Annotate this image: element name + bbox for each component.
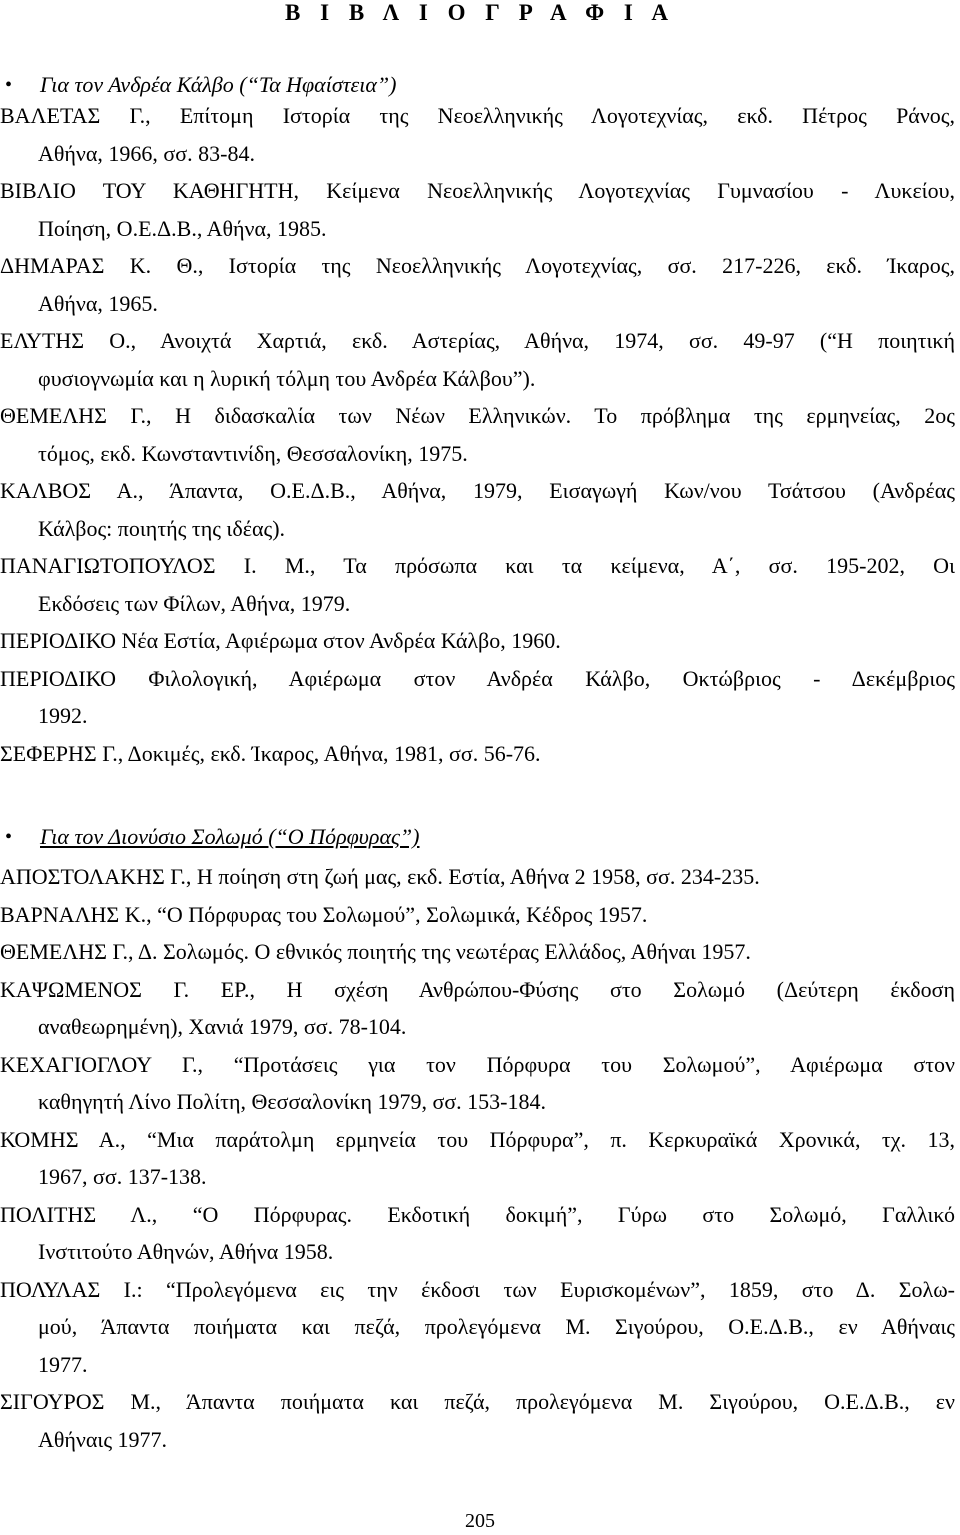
- entry-line: ΒΑΡΝΑΛΗΣ Κ., “Ο Πόρφυρας του Σολωμού”, Σολωμικά, Κέδρος 1957.: [0, 901, 648, 927]
- entry-line: Ινστιτούτο Αθηνών, Αθήνα 1958.: [38, 1239, 334, 1264]
- entry-line: ΔΗΜΑΡΑΣ Κ. Θ., Ιστορία της Νεοελληνικής Λογοτεχνίας, σσ. 217-226, εκδ. Ίκαρος,: [0, 253, 955, 278]
- bibliography-entry: [0, 971, 955, 1046]
- entry-line: Αθήναις 1977.: [38, 1426, 168, 1452]
- page-title: Β Ι Β Λ Ι Ο Γ Ρ Α Φ Ι Α: [285, 0, 675, 25]
- bibliography-entry: [0, 547, 955, 622]
- entry-line: Αθήνα, 1966, σσ. 83-84.: [38, 140, 255, 166]
- bibliography-entry: [0, 1121, 955, 1196]
- bibliography-entry: [0, 858, 955, 896]
- entry-line: ΒΙΒΛΙΟ ΤΟΥ ΚΑΘΗΓΗΤΗ, Κείμενα Νεοελληνικής Λογοτεχνίας Γυμνασίου - Λυκείου,: [0, 178, 955, 203]
- entry-line: φυσιογνωμία και η λυρική τόλμη του Ανδρέα Κάλβου”).: [38, 365, 536, 391]
- entry-line: Εκδόσεις των Φίλων, Αθήνα, 1979.: [38, 590, 351, 616]
- entry-line: τόμος, εκδ. Κωνσταντινίδη, Θεσσαλονίκη, 1975.: [38, 440, 468, 466]
- bibliography-entry: [0, 896, 955, 934]
- entry-line: ΠΕΡΙΟΔΙΚΟ Νέα Εστία, Αφιέρωμα στον Ανδρέα Κάλβο, 1960.: [0, 628, 561, 653]
- entry-line: ΠΟΛΙΤΗΣ Λ., “Ο Πόρφυρας. Εκδοτική δοκιμή”, Γύρω στο Σολωμό, Γαλλικό: [0, 1201, 955, 1227]
- bibliography-entry: [0, 660, 955, 735]
- entry-line: ΕΛΥΤΗΣ Ο., Ανοιχτά Χαρτιά, εκδ. Αστερίας, Αθήνα, 1974, σσ. 49-97 (“Η ποιητική: [0, 328, 955, 353]
- entry-line: ΘΕΜΕΛΗΣ Γ., Η διδασκαλία των Νέων Ελληνικών. Το πρόβλημα της ερμηνείας, 2ος: [0, 403, 955, 428]
- entry-line: ΚΑΛΒΟΣ Α., Άπαντα, Ο.Ε.Δ.Β., Αθήνα, 1979, Εισαγωγή Κων/νου Τσάτσου (Ανδρέας: [0, 478, 955, 503]
- entry-line: 1977.: [38, 1351, 88, 1377]
- entry-line: αναθεωρημένη), Χανιά 1979, σσ. 78-104.: [38, 1014, 407, 1039]
- bibliography-entry: [0, 97, 955, 172]
- bibliography-entry: [0, 622, 955, 660]
- bibliography-entry: [0, 472, 955, 547]
- entry-line: Κάλβος: ποιητής της ιδέας).: [38, 515, 286, 541]
- bullet-icon: •: [5, 826, 13, 848]
- entry-line: ΣΙΓΟΥΡΟΣ Μ., Άπαντα ποιήματα και πεζά, προλεγόμενα Μ. Σιγούρου, Ο.Ε.Δ.Β., εν: [0, 1389, 955, 1414]
- bibliography-entry: [0, 322, 955, 397]
- bibliography-entry: [0, 1271, 955, 1384]
- entry-line: ΠΕΡΙΟΔΙΚΟ Φιλολογική, Αφιέρωμα στον Ανδρέα Κάλβο, Οκτώβριος - Δεκέμβριος: [0, 665, 955, 691]
- bibliography-entry: [0, 735, 955, 773]
- bibliography-entry: [0, 933, 955, 971]
- bibliography-entry: [0, 172, 955, 247]
- entry-line: ΣΕΦΕΡΗΣ Γ., Δοκιμές, εκδ. Ίκαρος, Αθήνα, 1981, σσ. 56-76.: [0, 740, 541, 766]
- entry-line: ΚΕΧΑΓΙΟΓΛΟΥ Γ., “Προτάσεις για τον Πόρφυρα του Σολωμού”, Αφιέρωμα στον: [0, 1051, 955, 1077]
- entry-line: 1967, σσ. 137-138.: [38, 1164, 207, 1189]
- entry-line: Αθήνα, 1965.: [38, 290, 158, 316]
- entry-line: ΠΑΝΑΓΙΩΤΟΠΟΥΛΟΣ Ι. Μ., Τα πρόσωπα και τα κείμενα, Α΄, σσ. 195-202, Οι: [0, 553, 955, 578]
- bibliography-entry: [0, 1383, 955, 1458]
- entry-line: ΠΟΛΥΛΑΣ Ι.: “Προλεγόμενα εις την έκδοσι των Ευρισκομένων”, 1859, στο Δ. Σολω-: [0, 1276, 955, 1302]
- entry-line: Ποίηση, Ο.Ε.Δ.Β., Αθήνα, 1985.: [38, 215, 327, 241]
- bibliography-entry: [0, 247, 955, 322]
- section-heading-text: Για τον Διονύσιο Σολωμό (“Ο Πόρφυρας”): [40, 824, 420, 849]
- section-heading-text: Για τον Ανδρέα Κάλβο (“Τα Ηφαίστεια”): [40, 72, 397, 97]
- entry-line: μού, Άπαντα ποιήματα και πεζά, προλεγόμενα Μ. Σιγούρου, Ο.Ε.Δ.Β., εν Αθήναις: [38, 1314, 955, 1339]
- page-number: 205: [465, 1510, 495, 1532]
- entry-line: ΚΟΜΗΣ Α., “Μια παράτολμη ερμηνεία του Πόρφυρα”, π. Κερκυραϊκά Χρονικά, τχ. 13,: [0, 1126, 955, 1152]
- entry-line: ΚΑΨΩΜΕΝΟΣ Γ. ΕΡ., Η σχέση Ανθρώπου-Φύσης στο Σολωμό (Δεύτερη έκδοση: [0, 976, 955, 1002]
- bibliography-entry: [0, 1196, 955, 1271]
- bullet-icon: •: [5, 74, 13, 96]
- entry-line: καθηγητή Λίνο Πολίτη, Θεσσαλονίκη 1979, σσ. 153-184.: [38, 1089, 546, 1114]
- entry-line: 1992.: [38, 703, 88, 728]
- entry-line: ΒΑΛΕΤΑΣ Γ., Επίτομη Ιστορία της Νεοελληνικής Λογοτεχνίας, εκδ. Πέτρος Ράνος,: [0, 103, 955, 128]
- entry-line: ΑΠΟΣΤΟΛΑΚΗΣ Γ., Η ποίηση στη ζωή μας, εκδ. Εστία, Αθήνα 2 1958, σσ. 234-235.: [0, 864, 760, 889]
- entry-line: ΘΕΜΕΛΗΣ Γ., Δ. Σολωμός. Ο εθνικός ποιητής της νεωτέρας Ελλάδος, Αθήναι 1957.: [0, 939, 751, 964]
- bibliography-entry: [0, 1046, 955, 1121]
- bibliography-entry: [0, 397, 955, 472]
